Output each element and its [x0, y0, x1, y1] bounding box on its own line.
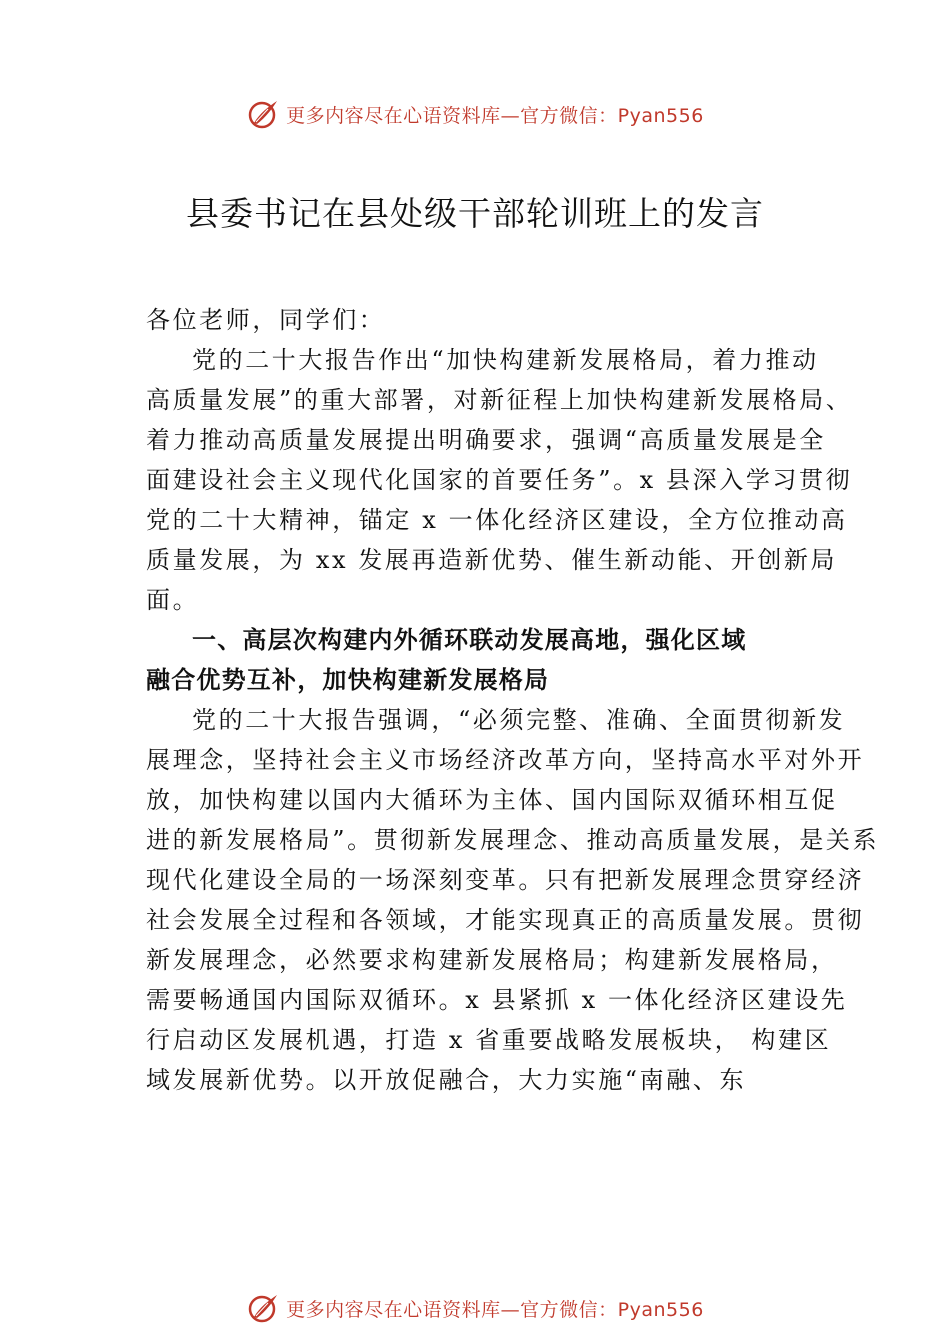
feather-quill-icon [246, 1291, 280, 1325]
paragraph-line: 面建设社会主义现代化国家的首要任务”。x 县深入学习贯彻 [146, 466, 853, 494]
feather-quill-icon [246, 97, 280, 131]
paragraph-line: 党的二十大报告作出“加快构建新发展格局，着力推动 [192, 346, 819, 374]
section-heading: 一、高层次构建内外循环联动发展高地，强化区域 [192, 626, 747, 654]
paragraph-line: 现代化建设全局的一场深刻变革。只有把新发展理念贯穿经济 [146, 866, 865, 894]
wechat-id: Pyan556 [617, 104, 704, 127]
paragraph-line: 质量发展，为 xx 发展再造新优势、催生新动能、开创新局 [146, 546, 838, 574]
paragraph-line: 党的二十大报告强调，“必须完整、准确、全面贯彻新发 [192, 706, 846, 734]
paragraph-line: 展理念，坚持社会主义市场经济改革方向，坚持高水平对外开 [146, 746, 865, 774]
paragraph-line: 需要畅通国内国际双循环。x 县紧抓 x 一体化经济区建设先 [146, 986, 848, 1014]
paragraph-line: 行启动区发展机遇，打造 x 省重要战略发展板块， 构建区 [146, 1026, 832, 1054]
document-title: 县委书记在县处级干部轮训班上的发言 [186, 194, 764, 233]
watermark-banner-top [0, 94, 950, 134]
watermark-text: 更多内容尽在心语资料库—官方微信：Pyan556 [286, 1298, 704, 1321]
watermark-banner-bottom [0, 1288, 950, 1328]
watermark-text: 更多内容尽在心语资料库—官方微信：Pyan556 [286, 104, 704, 127]
document-body [146, 300, 880, 1100]
wechat-id: Pyan556 [617, 1298, 704, 1321]
paragraph-line: 进的新发展格局”。贯彻新发展理念、推动高质量发展，是关系 [146, 826, 880, 854]
paragraph-line: 高质量发展”的重大部署，对新征程上加快构建新发展格局、 [146, 386, 853, 414]
salutation: 各位老师，同学们： [146, 306, 386, 334]
paragraph-line: 党的二十大精神，锚定 x 一体化经济区建设，全方位推动高 [146, 506, 848, 534]
paragraph-line: 着力推动高质量发展提出明确要求，强调“高质量发展是全 [146, 426, 826, 454]
paragraph-line: 新发展理念，必然要求构建新发展格局；构建新发展格局， [146, 946, 838, 974]
section-heading: 融合优势互补，加快构建新发展格局 [146, 666, 550, 694]
paragraph-line: 域发展新优势。以开放促融合，大力实施“南融、东 [146, 1066, 747, 1094]
paragraph-line: 面。 [146, 586, 200, 614]
paragraph-line: 放，加快构建以国内大循环为主体、国内国际双循环相互促 [146, 786, 838, 814]
paragraph-line: 社会发展全过程和各领域，才能实现真正的高质量发展。贯彻 [146, 906, 865, 934]
